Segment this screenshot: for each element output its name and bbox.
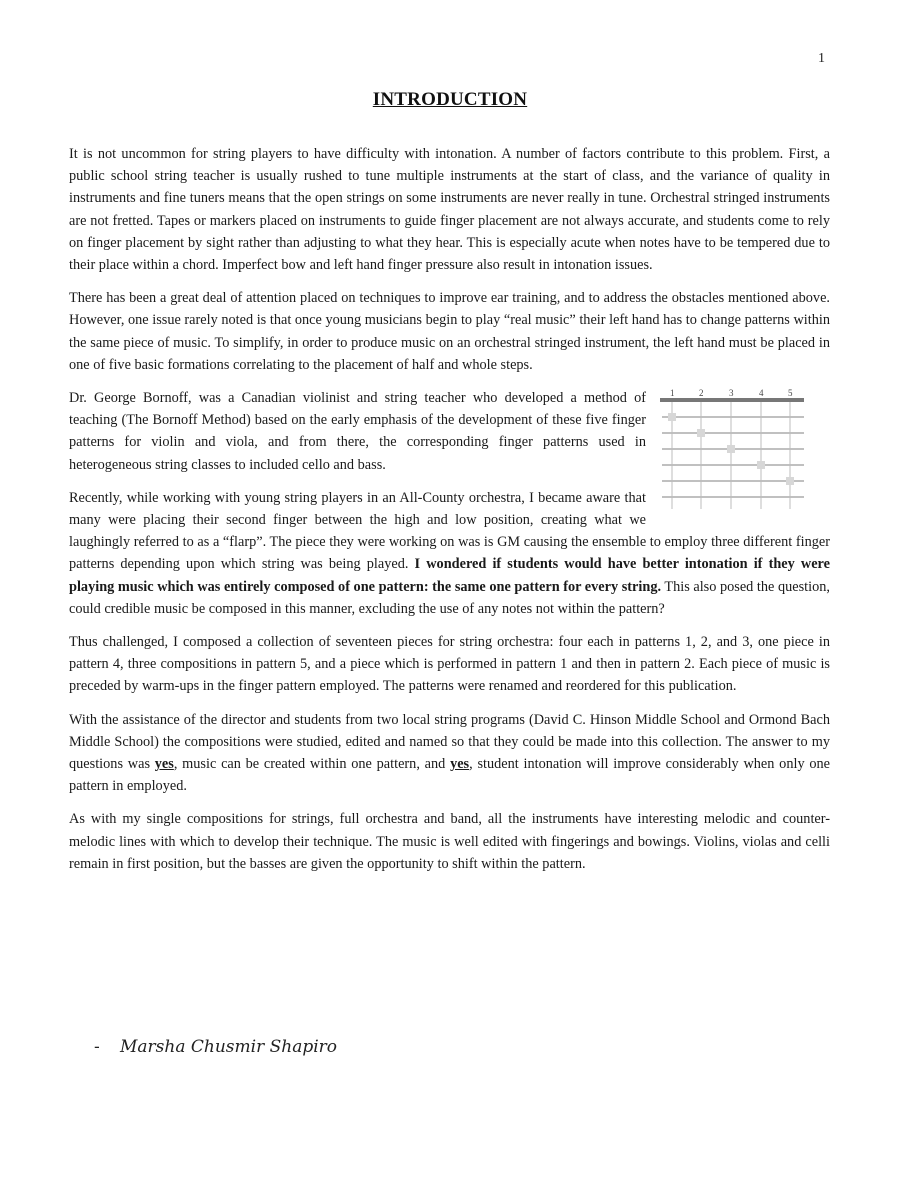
- fp-nut: [660, 398, 804, 402]
- paragraph-5: Thus challenged, I composed a collection of seventeen pieces for string orchestra: four each in patterns 1, 2, and 3, one piece in pattern 4, three compositions in pattern 5, and a piece which is performed in pattern 1 and then in pattern 2. Each piece of music is preceded by warm-ups in the finger pattern employed. The patterns were renamed and reordered for this publication.: [69, 634, 830, 695]
- paragraph-6-text-a: With the assistance of the director and students from two local string programs (David C. Hinson Middle School and Ormond Bach Middle School) the compositions were studied, edited and named so that they could be made into this collection. The answer to my questions was: [69, 711, 830, 773]
- paragraph-4-text-a: Recently, while working with young string players in an All-County orchestra, I became aware that many were placing their second finger between the high and low position, creating what we laughingly referred to as a “flarp”. The piece they were working on was is GM causing the ensemble to employ three different finger patterns depending upon which string was being played.: [69, 489, 830, 573]
- fp-frets: [672, 402, 790, 509]
- fp-col-label-1: 1: [670, 388, 675, 399]
- paragraph-1: It is not uncommon for string players to have difficulty with intonation. A number of factors contribute to this problem. First, a public school string teacher is usually rushed to tune multiple instruments at the start of class, and the variance of quality in instruments and fine tuners means that the open strings on some instruments are never really in tune. Orchestral stringed instruments are not fretted. Tapes or markers placed on instruments to guide finger placement are not always accurate, and students come to rely on finger placement by sight rather than adjusting to what they hear. This is especially acute when notes have to be tempered due to their place within a chord. Imperfect bow and left hand finger pressure also result in intonation issues.: [69, 146, 830, 274]
- page-title: INTRODUCTION: [372, 89, 528, 110]
- paragraph-6-text-b: , music can be created within one pattern, and: [173, 756, 451, 773]
- paragraph-2: There has been a great deal of attention placed on techniques to improve ear training, and to address the obstacles mentioned above. However, one issue rarely noted is that once young musicians begin to play “real music” their left hand has to change patterns within the same piece of music. To simplify, in order to produce music on an orchestral stringed instrument, the left hand must be placed in one of five basic formations correlating to the placement of half and whole steps.: [69, 290, 830, 373]
- fp-strings: [662, 417, 804, 497]
- paragraph-7: As with my single compositions for strings, full orchestra and band, all the instruments have interesting melodic and counter-melodic lines with which to develop their technique. The music is well edited with fingerings and bowings. Violins, violas and celli remain in first position, but the basses are given the opportunity to shift within the pattern.: [69, 811, 830, 872]
- signature-dash: -: [94, 1037, 100, 1057]
- paragraph-6-yes-2: yes: [450, 756, 470, 773]
- fp-col-label-5: 5: [788, 388, 793, 399]
- fp-col-label-3: 3: [729, 388, 734, 399]
- finger-pattern-diagram: [660, 387, 810, 511]
- signature: [94, 1037, 337, 1057]
- body-text: [69, 143, 830, 886]
- paragraph-4-text-b: This also posed the question, could credible music be composed in this manner, excluding the use of any notes not within the pattern?: [69, 578, 830, 617]
- paragraph-3: Dr. George Bornoff, was a Canadian violinist and string teacher who developed a method of teaching (The Bornoff Method) based on the early emphasis of the development of these five finger patterns for violin and viola, and from there, the corresponding finger patterns used in heterogeneous string classes to included cello and bass.: [69, 390, 646, 473]
- fp-col-label-2: 2: [699, 388, 704, 399]
- page-number: 1: [818, 51, 825, 66]
- paragraph-4-bold: I wondered if students would have better intonation if they were playing music which was entirely composed of one pattern: the same one pattern for every string.: [69, 556, 830, 595]
- bornoff-section: [69, 387, 830, 631]
- paragraph-6-text-c: , student intonation will improve considerably when only one pattern in employed.: [69, 756, 830, 795]
- fp-col-label-4: 4: [759, 388, 764, 399]
- paragraph-6-yes-1: yes: [154, 756, 174, 773]
- signature-name: Marsha Chusmir Shapiro: [120, 1037, 338, 1057]
- paragraph-6: [69, 709, 830, 798]
- finger-pattern-grid: [660, 387, 810, 511]
